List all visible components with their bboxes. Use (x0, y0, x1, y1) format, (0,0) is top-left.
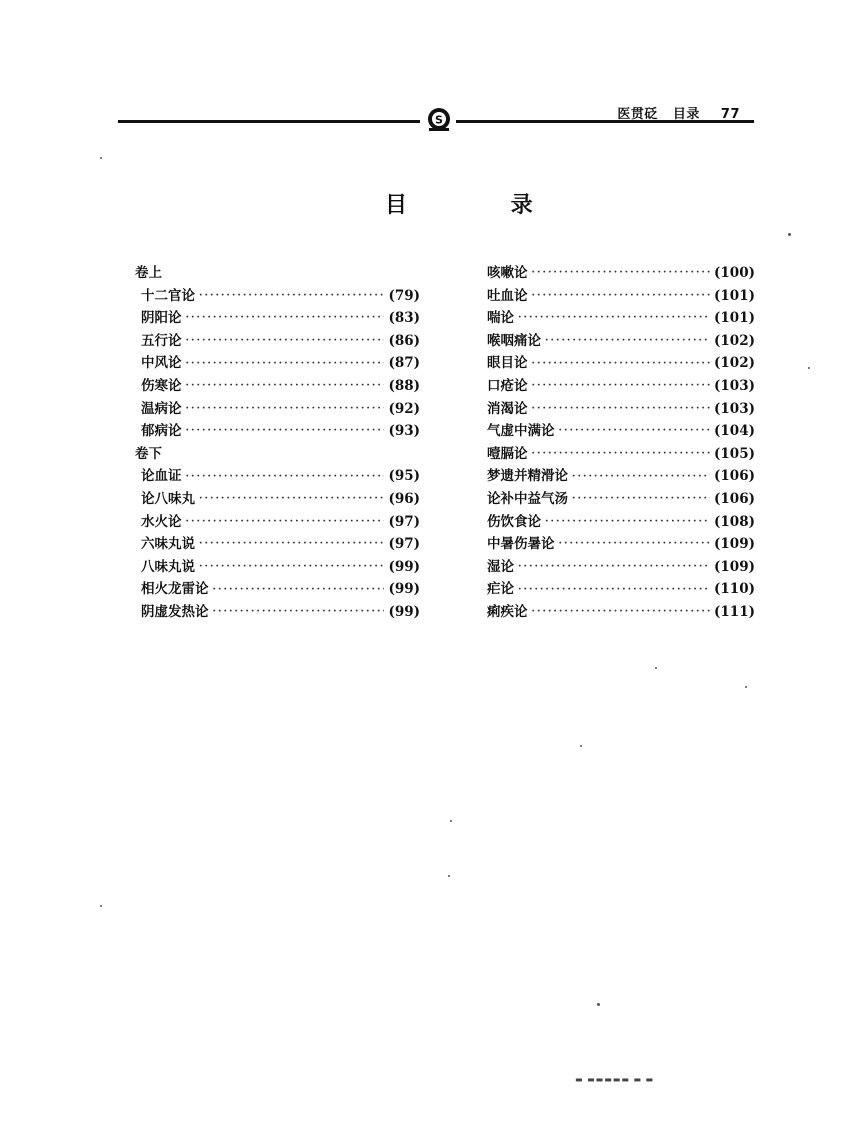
toc-entry-title: 中暑伤暑论 (487, 536, 555, 553)
toc-entry (487, 488, 755, 511)
toc-entry (135, 556, 420, 579)
toc-entry (487, 375, 755, 398)
dot-leader (532, 379, 711, 393)
dot-leader (532, 447, 711, 461)
dot-leader (186, 515, 385, 529)
header-page-number: 77 (720, 107, 740, 122)
toc-entry (487, 601, 755, 624)
page-title: 目 录 (385, 193, 581, 218)
dot-leader (199, 289, 384, 303)
toc-entry-title: 六味丸说 (141, 536, 195, 553)
toc-entry-title: 八味丸说 (141, 558, 195, 575)
dot-leader (532, 357, 711, 371)
toc-entry (135, 330, 420, 353)
toc-entry-title: 郁病论 (141, 423, 182, 440)
dot-leader (572, 492, 710, 506)
toc-entry (487, 330, 755, 353)
toc-entry (487, 262, 755, 285)
toc-entry-page: (103) (714, 400, 755, 417)
toc-entry (135, 488, 420, 511)
toc-entry (487, 578, 755, 601)
toc-entry-page: (110) (714, 581, 755, 598)
dot-leader (186, 379, 385, 393)
toc-entry (135, 601, 420, 624)
dot-leader (559, 537, 711, 551)
toc-entry-title: 痢疾论 (487, 603, 528, 620)
toc-entry (487, 533, 755, 556)
dot-leader (186, 334, 385, 348)
dot-leader (213, 583, 385, 597)
dot-leader (199, 492, 384, 506)
toc-entry-title: 梦遗并精滑论 (487, 468, 568, 485)
volume-heading: 卷上 (135, 265, 162, 281)
toc-entry (487, 556, 755, 579)
dot-leader (532, 402, 711, 416)
scan-speck (597, 1003, 600, 1006)
dot-leader (532, 266, 711, 280)
toc-entry-page: (103) (714, 377, 755, 394)
dot-leader (532, 605, 711, 619)
scan-speck (808, 367, 810, 369)
header-text (607, 103, 740, 122)
toc-entry (135, 398, 420, 421)
dot-leader (532, 289, 711, 303)
toc-entry-title: 阴阳论 (141, 310, 182, 327)
dot-leader (186, 357, 385, 371)
toc-entry-title: 阴虚发热论 (141, 603, 209, 620)
svg-text:S: S (435, 113, 443, 127)
toc-entry-title: 论血证 (141, 468, 182, 485)
scan-speck (655, 667, 657, 669)
toc-entry-page: (92) (388, 400, 420, 417)
scan-speck (448, 875, 450, 877)
toc-entry (487, 420, 755, 443)
toc-entry-page: (95) (388, 468, 420, 485)
toc-left-column (135, 262, 420, 624)
header-section: 目录 (672, 107, 700, 122)
toc-entry-title: 水火论 (141, 513, 182, 530)
toc-entry-page: (105) (714, 445, 755, 462)
dot-leader (545, 334, 710, 348)
toc-entry-title: 喉咽痛论 (487, 332, 541, 349)
scan-speck (100, 905, 102, 907)
toc-entry-title: 十二官论 (141, 287, 195, 304)
toc-entry (487, 443, 755, 466)
toc-entry (135, 352, 420, 375)
dot-leader (213, 605, 385, 619)
toc-entry-title: 伤寒论 (141, 377, 182, 394)
dot-leader (518, 583, 710, 597)
toc-entry-title: 疟论 (487, 581, 514, 598)
dot-leader (186, 424, 385, 438)
toc-entry-title: 论八味丸 (141, 490, 195, 507)
toc-entry (135, 511, 420, 534)
toc-entry (135, 533, 420, 556)
toc-entry-page: (109) (714, 558, 755, 575)
toc-entry-title: 伤饮食论 (487, 513, 541, 530)
scan-speck (450, 820, 452, 822)
toc-entry-title: 吐血论 (487, 287, 528, 304)
toc-entry-page: (108) (714, 513, 755, 530)
toc-entry-page: (86) (388, 332, 420, 349)
header-book-title: 医贯砭 (617, 107, 658, 122)
toc-entry-page: (97) (388, 513, 420, 530)
toc-entry-page: (96) (388, 490, 420, 507)
toc-entry (135, 285, 420, 308)
toc-entry-title: 口疮论 (487, 377, 528, 394)
toc-entry-page: (106) (714, 468, 755, 485)
toc-entry-page: (106) (714, 490, 755, 507)
dot-leader (186, 470, 385, 484)
toc-entry (135, 307, 420, 330)
toc-entry-page: (97) (388, 536, 420, 553)
toc-entry-title: 消渴论 (487, 400, 528, 417)
dot-leader (545, 515, 710, 529)
toc-entry-page: (101) (714, 310, 755, 327)
toc-entry (135, 465, 420, 488)
dot-leader (199, 560, 384, 574)
dot-leader (572, 470, 710, 484)
scan-speck (788, 233, 791, 236)
toc-entry-page: (99) (388, 558, 420, 575)
dot-leader (559, 424, 711, 438)
toc-entry-page: (93) (388, 423, 420, 440)
dot-leader (518, 560, 710, 574)
toc-entry-title: 咳嗽论 (487, 265, 528, 281)
toc-entry (487, 285, 755, 308)
running-header (118, 92, 754, 132)
toc-right-column (487, 262, 755, 624)
toc-entry (135, 375, 420, 398)
toc-entry-page: (83) (388, 310, 420, 327)
toc-entry-title: 相火龙雷论 (141, 581, 209, 598)
toc-entry (487, 511, 755, 534)
scan-speck (745, 686, 747, 688)
toc-entry-title: 喘论 (487, 310, 514, 327)
toc-entry-page: (100) (714, 265, 755, 281)
toc-entry-page: (102) (714, 332, 755, 349)
dot-leader (518, 311, 710, 325)
toc-entry (487, 398, 755, 421)
toc-entry-title: 湿论 (487, 558, 514, 575)
toc-entry-title: 温病论 (141, 400, 182, 417)
toc-entry-title: 中风论 (141, 355, 182, 372)
dot-leader (199, 537, 384, 551)
toc-entry-page: (111) (714, 603, 755, 620)
toc-entry-page: (104) (714, 423, 755, 440)
toc-entry-page: (102) (714, 355, 755, 372)
scan-speck (580, 745, 582, 747)
toc-entry (487, 352, 755, 375)
volume-heading: 卷下 (135, 445, 162, 462)
toc-entry-page: (79) (388, 287, 420, 304)
toc-entry-title: 噎膈论 (487, 445, 528, 462)
toc-entry (487, 465, 755, 488)
toc-entry-page: (101) (714, 287, 755, 304)
toc-entry (135, 420, 420, 443)
toc-entry-title: 五行论 (141, 332, 182, 349)
publisher-seal-icon (425, 106, 453, 134)
scan-speck (100, 157, 102, 159)
toc-entry-page: (87) (388, 355, 420, 372)
dot-leader (186, 311, 385, 325)
toc-entry-title: 气虚中满论 (487, 423, 555, 440)
dot-leader (186, 402, 385, 416)
toc-entry-title: 论补中益气汤 (487, 490, 568, 507)
toc-entry (135, 578, 420, 601)
scan-artifact-mark: ▬ ▬▬▬▬▬ ▬ ▬ (575, 1075, 655, 1084)
toc-entry-page: (109) (714, 536, 755, 553)
toc-entry-page: (99) (388, 581, 420, 598)
toc-entry (487, 307, 755, 330)
toc-entry-page: (99) (388, 603, 420, 620)
toc-entry-page: (88) (388, 377, 420, 394)
header-rule-left (118, 120, 420, 123)
toc-entry-title: 眼目论 (487, 355, 528, 372)
